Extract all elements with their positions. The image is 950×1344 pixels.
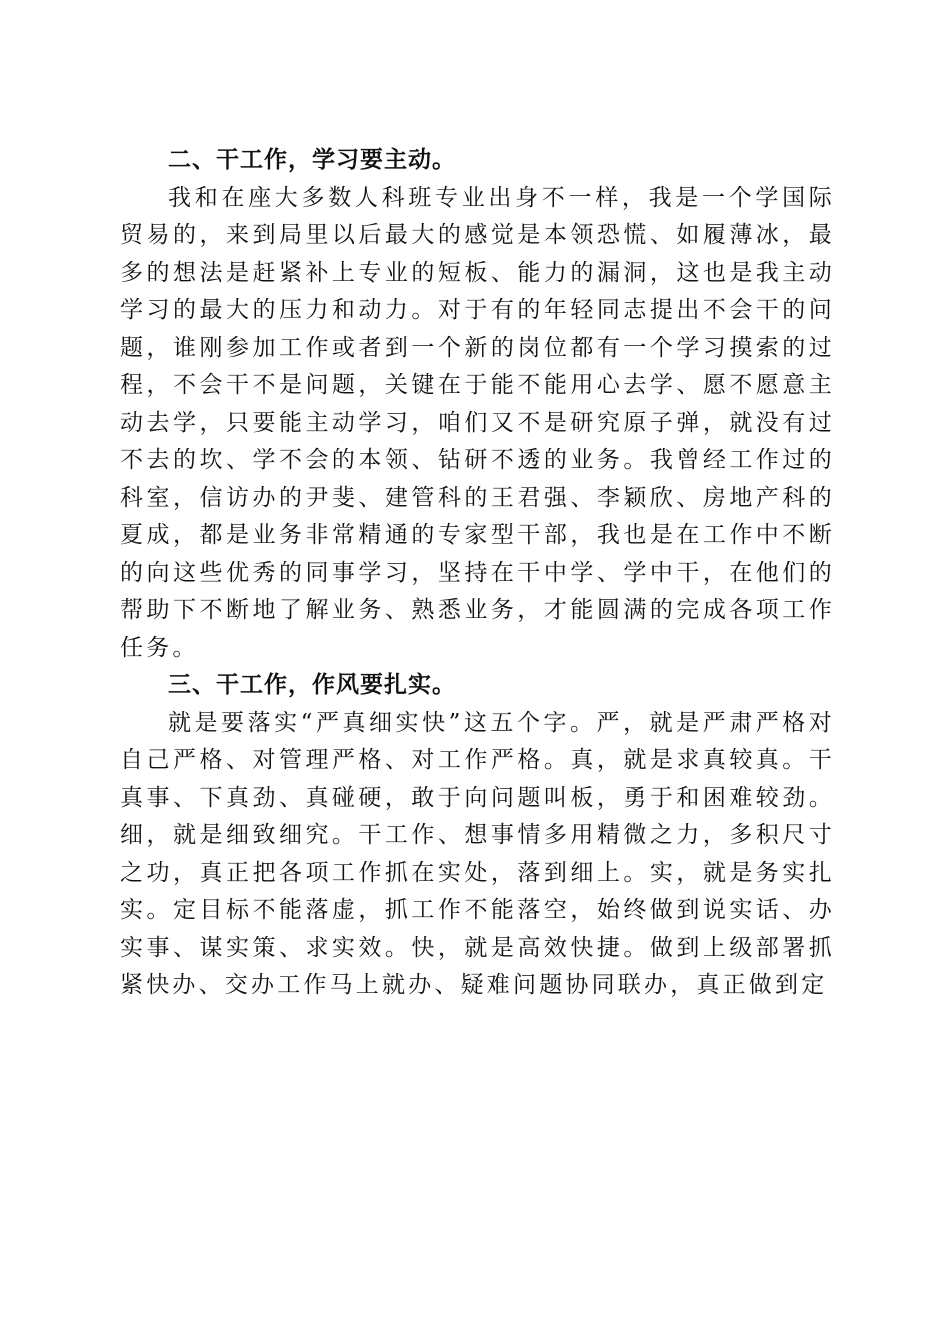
- section-paragraph-3: 就是要落实“严真细实快”这五个字。严，就是严肃严格对自己严格、对管理严格、对工作严格。真，就是求真较真。干真事、下真劲、真碰硬，敢于向问题叫板，勇于和困难较劲。细，就是细致细究。干工作、想事情多用精微之力，多积尺寸之功，真正把各项工作抓在实处，落到细上。实，就是务实扎实。定目标不能落虚，抓工作不能落空，始终做到说实话、办实事、谋实策、求实效。快，就是高效快捷。做到上级部署抓紧快办、交办工作马上就办、疑难问题协同联办，真正做到定: [120, 709, 835, 998]
- document-body: [120, 142, 835, 1005]
- section-heading-2: 二、干工作，学习要主动。: [168, 147, 456, 173]
- section-paragraph-2: 我和在座大多数人科班专业出身不一样，我是一个学国际贸易的，来到局里以后最大的感觉是本领恐慌、如履薄冰，最多的想法是赶紧补上专业的短板、能力的漏洞，这也是我主动学习的最大的压力和动力。对于有的年轻同志提出不会干的问题，谁刚参加工作或者到一个新的岗位都有一个学习摸索的过程，不会干不是问题，关键在于能不能用心去学、愿不愿意主动去学，只要能主动学习，咱们又不是研究原子弹，就没有过不去的坎、学不会的本领、钻研不透的业务。我曾经工作过的科室，信访办的尹斐、建管科的王君强、李颖欣、房地产科的夏成，都是业务非常精通的专家型干部，我也是在工作中不断的向这些优秀的同事学习，坚持在干中学、学中干，在他们的帮助下不断地了解业务、熟悉业务，才能圆满的完成各项工作任务。: [120, 184, 835, 661]
- section-heading-3: 三、干工作，作风要扎实。: [168, 672, 456, 698]
